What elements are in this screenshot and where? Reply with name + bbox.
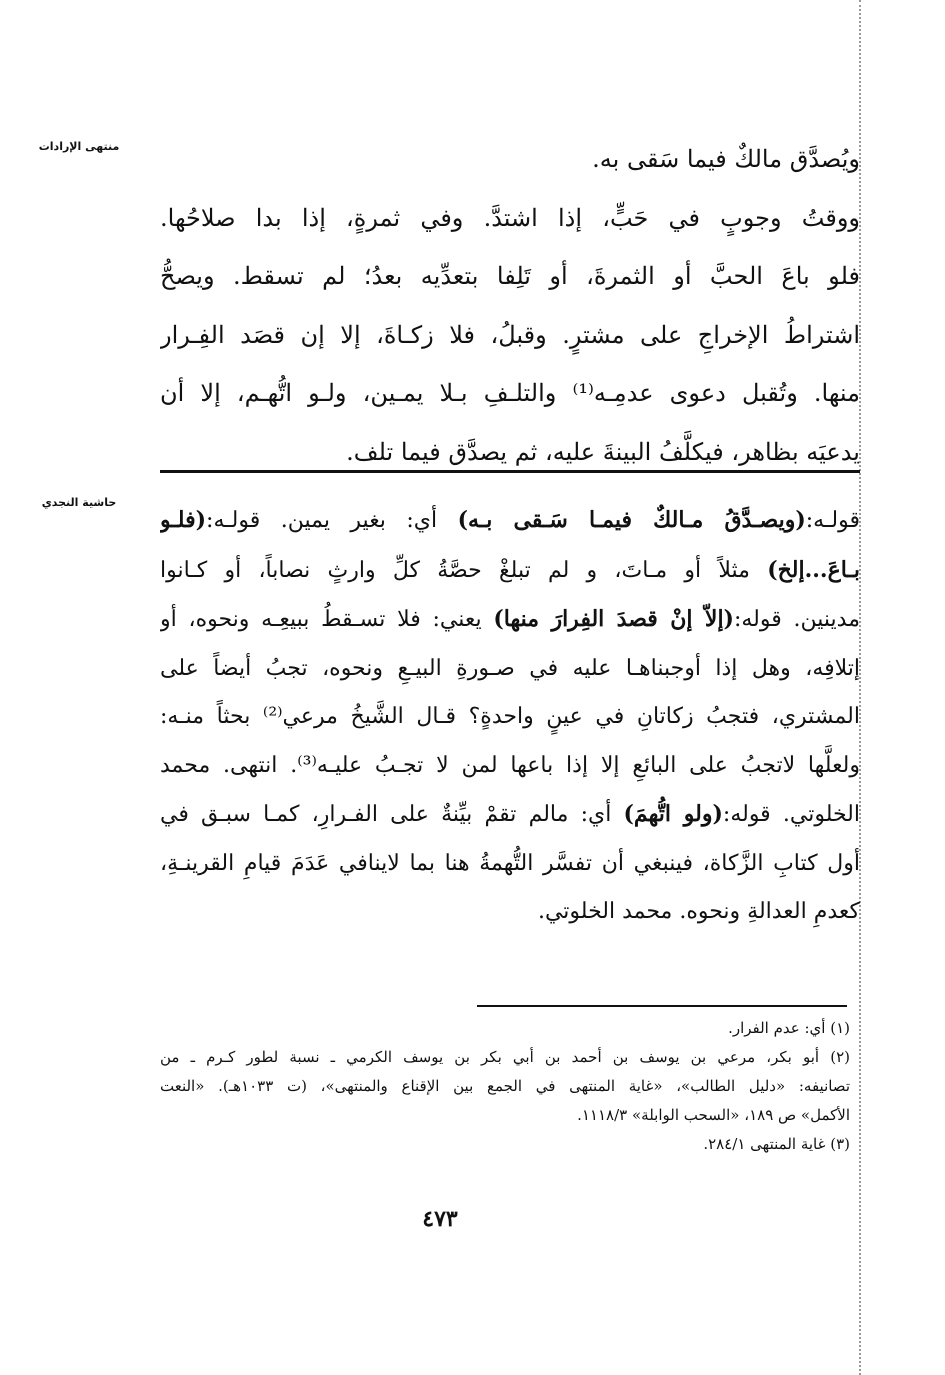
commentary-segment: كعدمِ العدالةِ ونحوه. محمد الخلوتي. — [537, 899, 860, 924]
commentary-quote: (ويصـدَّقُ مـالكٌ فيمـا سَـقى بـه) — [457, 507, 806, 533]
commentary-line — [160, 645, 860, 694]
footnote-line: تصانيفه: «دليل الطالب»، «غاية المنتهى في الجمع بين الإقناع والمنتهى»، (ت ١٠٣٣هـ). «النعت — [160, 1077, 850, 1095]
main-text — [160, 130, 860, 481]
footnote-divider — [477, 1005, 847, 1007]
commentary-line — [160, 496, 860, 546]
commentary-line — [160, 693, 860, 742]
commentary-line — [160, 840, 860, 889]
commentary-line — [160, 546, 860, 596]
margin-label-main: منتهى الإرادات — [38, 140, 120, 153]
commentary-segment: قولـه: — [805, 508, 860, 533]
main-text-line: ويُصدَّق مالكٌ فيما سَقى به. — [592, 145, 860, 173]
commentary-segment: الخلوتي. قوله: — [722, 802, 860, 827]
main-text-line: يدعيَه بظاهر، فيكلَّفُ البينةَ عليه، ثم يصدَّق فيما تلف. — [346, 437, 860, 466]
commentary-line — [160, 790, 860, 840]
commentary-segment: المشتري، فتجبُ زكاتانِ في عينٍ واحدةٍ؟ قـال الشَّيخُ مرعي⁽²⁾ بحثاً منـه: — [160, 704, 860, 729]
commentary-line — [160, 595, 860, 645]
commentary-quote: (ولو اتُّهمَ) — [623, 801, 723, 827]
page-number: ٤٧٣ — [422, 1206, 458, 1232]
main-text-line: اشتراطُ الإخراجِ على مشترٍ. وقبلُ، فلا زكـاةَ، إلا إن قصَد الفِـرار — [160, 320, 860, 349]
section-divider — [160, 470, 860, 473]
commentary-quote: بـاعَ...إلخ) — [767, 556, 860, 583]
commentary-line — [160, 888, 860, 937]
commentary-quote: (فلـو — [160, 507, 207, 533]
commentary-line — [160, 742, 860, 791]
commentary-segment: أول كتابِ الزَّكاة، فينبغي أن تفسَّر التُّهمةُ هنا بما لاينافي عَدَمَ قيامِ القرينـةِ، — [160, 850, 860, 876]
commentary-segment: مثلاً أو مـاتَ، و لم تبلغْ حصَّةُ كلِّ وارثٍ نصاباً، أو كـانوا — [160, 557, 768, 583]
footnote-line: (٢) أبو بكر، مرعي بن يوسف بن أحمد بن أبي بكر بن يوسف الكرمي ـ نسبة لطور كـرم ـ من — [160, 1048, 850, 1066]
commentary-segment: يعني: فلا تسـقطُ ببيعِـه ونحوه، أو — [160, 607, 494, 632]
commentary-quote: (إلاّ إنْ قصدَ الفِرارَ منها) — [493, 606, 734, 632]
footnotes — [160, 1014, 850, 1159]
commentary-segment: أي: مالم تقمْ بيِّنةٌ على الفـرارِ، كمـا سبـق في — [160, 802, 624, 827]
commentary-text — [160, 496, 860, 937]
commentary-segment: إتلافِه، وهل إذا أوجبناهـا عليه في صـورةِ البيـعِ ونحوه، تجبُ أيضاً على — [160, 655, 860, 681]
main-text-line: فلو باعَ الحبَّ أو الثمرةَ، أو تَلِفا بتعدِّيه بعدُ؛ لم تسقط. ويصحُّ — [160, 262, 860, 290]
footnote-line: (٣) غاية المنتهى ٢٨٤/١. — [703, 1135, 850, 1153]
commentary-segment: ولعلَّها لاتجبُ على البائعِ إلا إذا باعها لمن لا تجـبُ عليـه⁽³⁾. انتهى. محمد — [160, 752, 860, 778]
footnote-line: (١) أي: عدم الفرار. — [728, 1019, 850, 1037]
commentary-segment: مدينين. قوله: — [733, 607, 860, 632]
main-text-line: ووقتُ وجوبٍ في حَبٍّ، إذا اشتدَّ. وفي ثمرةٍ، إذا بدا صلاحُها. — [160, 203, 860, 232]
main-text-line: منها. وتُقبل دعوى عدمِـه⁽¹⁾ والتلـفِ بـلا يمـين، ولـو اتُّهـم، إلا أن — [160, 379, 860, 407]
margin-label-commentary: حاشية النجدي — [41, 496, 117, 509]
commentary-segment: أي: بغير يمين. قولـه: — [206, 508, 458, 533]
footnote-line: الأكمل» ص ١٨٩، «السحب الوابلة» ١١١٨/٣. — [577, 1106, 850, 1124]
